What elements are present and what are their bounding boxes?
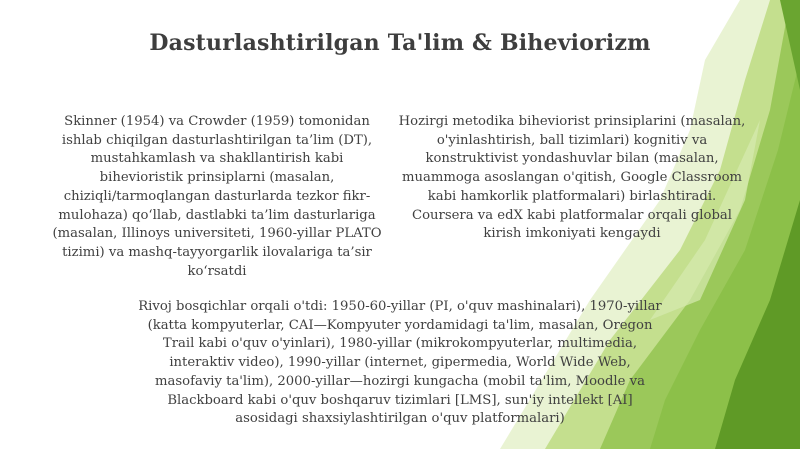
slide-title: Dasturlashtirilgan Ta'lim & Biheviorizm — [149, 30, 651, 56]
bottom-text-block: Rivoj bosqichlar orqali o'tdi: 1950-60-yillar (PI, o'quv mashinalari), 1970-yillar (katta kompyuterlar, CAI—Kompyuter yordamidagi ta'lim, masalan, Oregon Trail kabi o'quv o'yinlari), 1980-yillar (mikrokompyuterlar, multimedia, interaktiv video), 1990-yillar (internet, gipermedia, World Wide Web, masofaviy ta'lim), 2000-yillar—hozirgi kungacha (mobil ta'lim, Moodle va Blackboard kabi o'quv boshqaruv tizimlari [LMS], sun'iy intellekt [AI] asosidagi shaxsiylashtirilgan o'quv platformalari) — [138, 299, 662, 427]
right-text-block: Hozirgi metodika biheviorist prinsiplarini (masalan, o'yinlashtirish, ball tizimlari) kognitiv va konstruktivist yondashuvlar bilan (masalan, muammoga asoslangan o'qitish, Google Classroom kabi hamkorlik platformalari) birlashtiradi. Coursera va edX kabi platformalar orqali global kirish imkoniyati kengaydi — [398, 114, 746, 242]
left-text-block: Skinner (1954) va Crowder (1959) tomonidan ishlab chiqilgan dasturlashtirilgan ta’lim (DT), mustahkamlash va shakllantirish kabi bihevioristik prinsiplarni (masalan, chiziqli/tarmoqlangan dasturlarda tezkor fikr-mulohaza) qo‘llab, dastlabki ta’lim dasturlariga (masalan, Illinoys universiteti, 1960-yillar PLATO tizimi) va mashq-tayyorgarlik ilovalariga ta’sir ko‘rsatdi — [52, 114, 382, 279]
